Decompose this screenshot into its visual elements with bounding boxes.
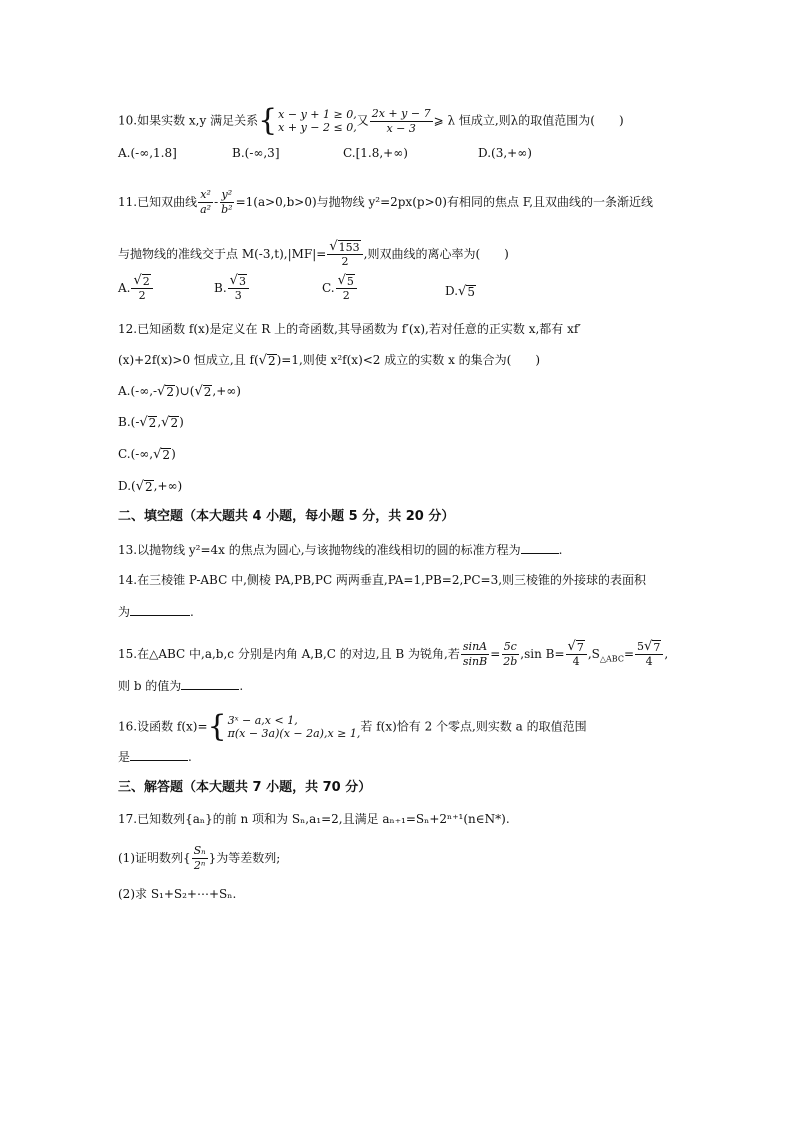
q10-fraction: $\frac{2x + y - 7}{x - 3}$ xyxy=(371,106,431,135)
q11-frac-x: $\frac{\text{x²}}{\text{a²}}$ xyxy=(200,188,212,216)
answer-blank xyxy=(521,541,559,554)
q16-stem-line1: 16.设函数 f(x)= { 3ˣ − a,x < 1, π(x − 3a)(x − 2a),x ≥ 1, 若 f(x)恰有 2 个零点,则实数 a 的取值范围 xyxy=(118,709,587,744)
q11-stem-line2: 与抛物线的准线交于点 M(-3,t),|MF|= √ 153 2 ,则双曲线的离心率为( ) xyxy=(118,239,509,268)
q10-stem: 10.如果实数 x,y 满足关系 { x − y + 1 ≥ 0, x + y − 2 ≤ 0, 又 $\frac{2x + y - 7}{x - 3}$ ⩾ λ 恒成立,则λ的取值范围为( ) xyxy=(118,103,624,138)
q11-stem-line1: 11.已知双曲线 $\frac{\text{x²}}{\text{a²}}$ - $\frac{\text{y²}}{\text{b²}}$ =1(a>0,b>0)与抛物线 y²=2px(p>0)有相同的焦点 F,且双曲线的一条渐近线 xyxy=(118,188,654,216)
q12-stem-line2: (x)+2f(x)>0 恒成立,且 f( √ 2 )=1,则使 x²f(x)<2 成立的实数 x 的集合为( ) xyxy=(118,352,541,368)
q14-stem-line2: 为 . xyxy=(118,605,194,619)
answer-blank xyxy=(130,748,188,761)
q11-option-b: B. √ 3 3 xyxy=(214,274,250,303)
q10-option-c: C.[1.8,+∞) xyxy=(343,146,408,160)
answer-blank xyxy=(130,603,190,616)
q15-stem-line1: 15.在△ABC 中,a,b,c 分别是内角 A,B,C 的对边,且 B 为锐角,若 $\frac{\sin A}{\sin B}$ = $\frac{5c}{2b}$ ,sin B= √ 7 4 $,S_{\triangle ABC}=$ 5 √ 7 4 , xyxy=(118,639,669,668)
q11-option-c: C. √ 5 2 xyxy=(322,274,358,303)
q14-stem-line1: 14.在三棱锥 P-ABC 中,侧棱 PA,PB,PC 两两垂直,PA=1,PB=2,PC=3,则三棱锥的外接球的表面积 xyxy=(118,573,647,587)
q17-stem: 17.已知数列{aₙ}的前 n 项和为 Sₙ,a₁=2,且满足 aₙ₊₁=Sₙ+2ⁿ⁺¹(n∈N*). xyxy=(118,812,510,826)
q12-option-a: A.(-∞,- √ 2 )∪( √ 2 ,+∞) xyxy=(118,383,241,399)
q11-option-a: A. √ 2 2 xyxy=(118,274,154,303)
q10-option-d: D.(3,+∞) xyxy=(478,146,532,160)
inequality-system: { x − y + 1 ≥ 0, x + y − 2 ≤ 0, xyxy=(258,103,357,138)
q16-stem-line2: 是 . xyxy=(118,750,192,764)
q12-option-b: B.(- √ 2 , √ 2 ) xyxy=(118,414,184,430)
q17-part1: (1)证明数列{ $\frac{\text{Sₙ}}{\text{2ⁿ}}$ }为等差数列; xyxy=(118,844,281,872)
q12-option-c: C.(-∞, √ 2 ) xyxy=(118,446,176,462)
section-heading-fill-in: 二、填空题（本大题共 4 小题，每小题 5 分，共 20 分） xyxy=(118,509,455,524)
q11-frac-y: $\frac{\text{y²}}{\text{b²}}$ xyxy=(221,188,233,216)
q13-stem: 13.以抛物线 y²=4x 的焦点为圆心,与该抛物线的准线相切的圆的标准方程为 . xyxy=(118,543,563,557)
q11-option-d: D. √ 5 xyxy=(445,283,475,299)
q17-part2: (2)求 S₁+S₂+⋯+Sₙ. xyxy=(118,887,237,901)
section-heading-solutions: 三、解答题（本大题共 7 小题，共 70 分） xyxy=(118,780,372,795)
q11-mf-fraction: √ 153 2 xyxy=(327,240,362,269)
q12-stem-line1: 12.已知函数 f(x)是定义在 R 上的奇函数,其导函数为 f′(x),若对任意的正实数 x,都有 xf′ xyxy=(118,322,582,336)
q10-option-b: B.(-∞,3] xyxy=(232,146,280,160)
answer-blank xyxy=(181,677,239,690)
q15-stem-line2: 则 b 的值为 . xyxy=(118,679,244,693)
q10-option-a: A.(-∞,1.8] xyxy=(118,146,177,160)
q12-option-d: D.( √ 2 ,+∞) xyxy=(118,478,183,494)
